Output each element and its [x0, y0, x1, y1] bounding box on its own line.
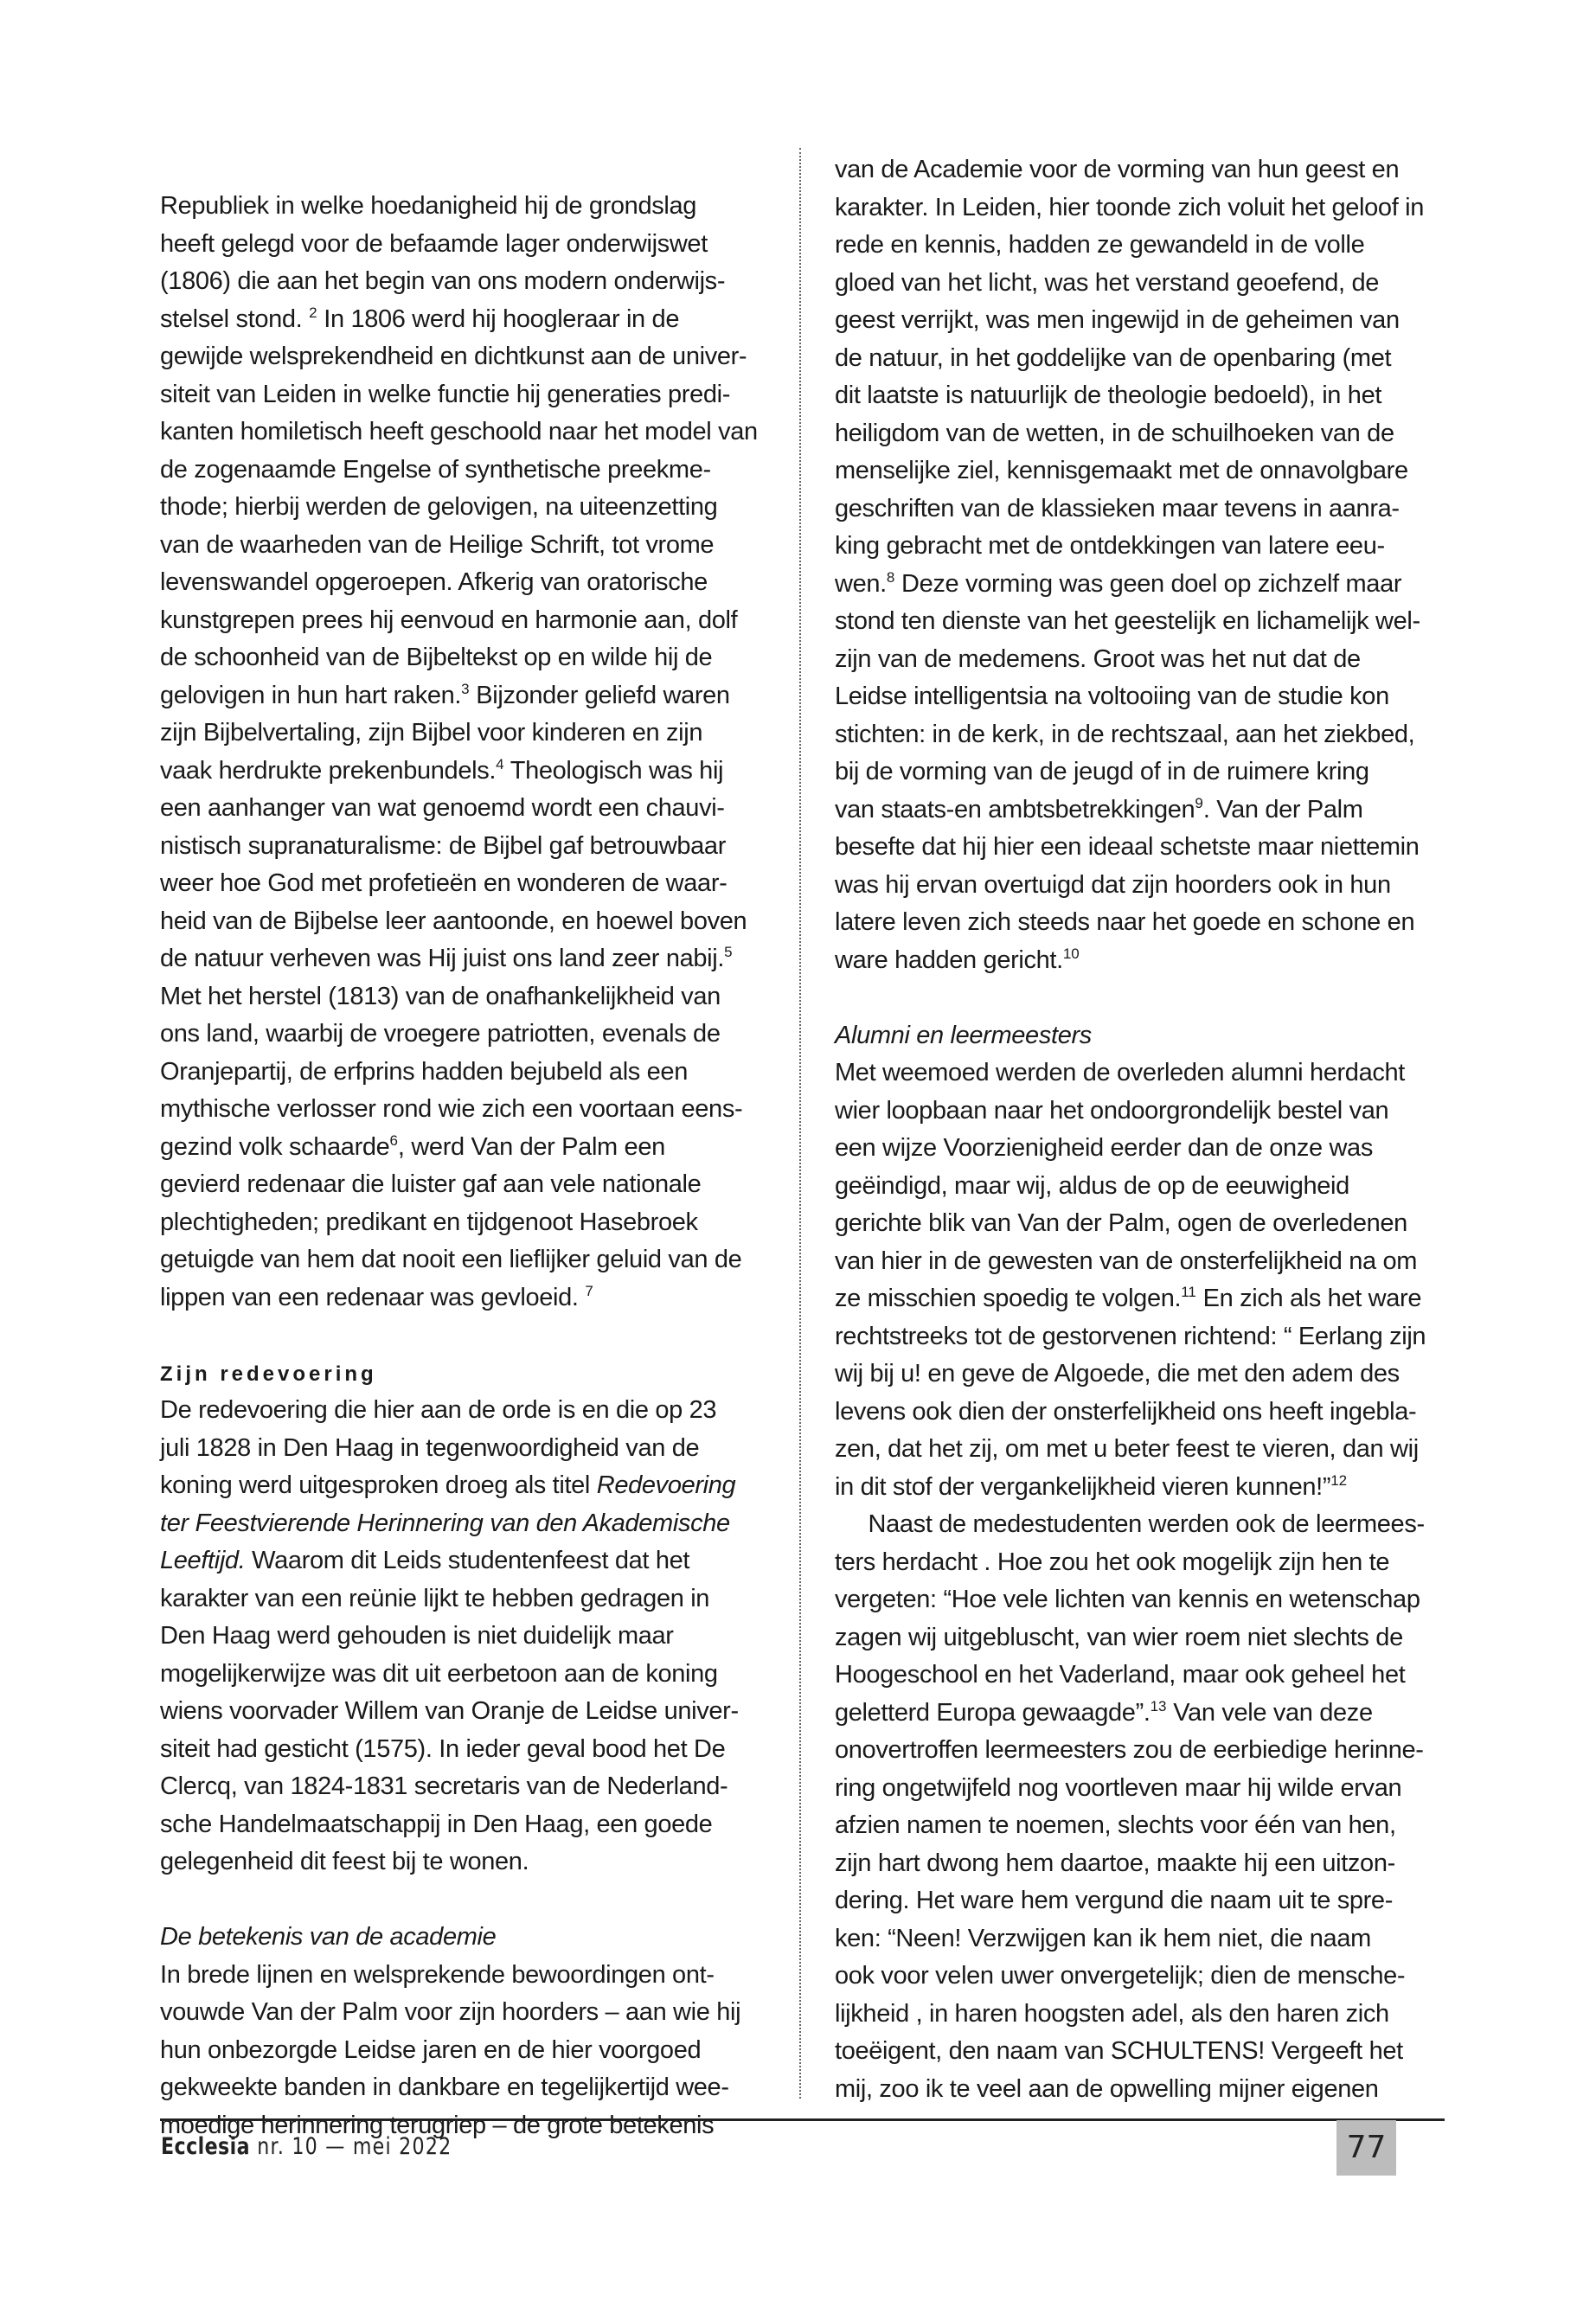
text-line: [835, 1882, 1458, 1920]
text-line: [835, 716, 1458, 754]
text-run: vergeten: “Hoe vele lichten van kennis en wetenschap: [835, 1586, 1420, 1613]
journal-name: Ecclesia: [161, 2133, 250, 2160]
text-line: [160, 1843, 783, 1881]
text-run: Waarom dit Leids studentenfeest dat het: [245, 1547, 690, 1574]
text-run: zagen wij uitgebluscht, van wier roem niet slechts de: [835, 1623, 1403, 1651]
text-run: vaak herdrukte prekenbundels.: [160, 756, 497, 785]
text-line: [835, 452, 1458, 490]
text-run: Naast de medestudenten werden ook de leermees-: [835, 1510, 1425, 1538]
text-line: [160, 753, 783, 791]
text-line: [835, 490, 1458, 529]
text-line: [160, 715, 783, 753]
text-run: stond ten dienste van het geestelijk en lichamelijk wel-: [835, 607, 1420, 635]
text-line: [835, 1770, 1458, 1808]
section-heading: Zijn redevoering: [160, 1362, 377, 1386]
footnote-ref: 4: [496, 755, 504, 772]
page-number: 77: [1336, 2120, 1396, 2176]
text-line: [835, 792, 1458, 830]
text-line: [160, 1430, 783, 1468]
text-run: ze misschien spoedig te volgen.: [835, 1285, 1182, 1312]
text-line: [835, 566, 1458, 604]
text-line: [160, 1806, 783, 1844]
text-run: afzien namen te noemen, slechts voor één van hen,: [835, 1811, 1396, 1839]
text-run: ters herdacht . Hoe zou het ook mogelijk zijn hen te: [835, 1548, 1390, 1576]
text-line: [835, 2071, 1458, 2109]
text-line: [160, 489, 783, 527]
text-line: [160, 903, 783, 941]
text-run: besefte dat hij hier een ideaal schetste maar niettemin: [835, 833, 1420, 861]
text-run: Leidse intelligentsia na voltooiing van de studie kon: [835, 683, 1389, 710]
text-run: een wijze Voorzienigheid eerder dan de onze was: [835, 1134, 1373, 1162]
text-run: van de waarheden van de Heilige Schrift, tot vrome: [160, 530, 715, 559]
text-line: [835, 340, 1458, 378]
text-line: [160, 1355, 783, 1393]
italic-text: Alumni en leermeesters: [835, 1021, 1092, 1049]
text-run: nistisch supranaturalisme: de Bijbel gaf betrouwbaar: [160, 831, 726, 860]
text-run: de natuur verheven was Hij juist ons land zeer nabij.: [160, 945, 725, 972]
text-run: Deze vorming was geen doel op zichzelf maar: [894, 569, 1402, 598]
text-line: [160, 226, 783, 264]
text-line: [160, 639, 783, 677]
footnote-ref: 13: [1150, 1697, 1167, 1715]
text-line: [835, 942, 1458, 980]
text-run: de schoonheid van de Bijbeltekst op en wilde hij de: [160, 644, 713, 671]
text-line: [160, 413, 783, 452]
text-line: [160, 301, 783, 339]
text-run: Van vele van deze: [1166, 1698, 1373, 1727]
text-run: lijkheid , in haren hoogsten adel, als den haren zich: [835, 1999, 1389, 2028]
text-run: sche Handelmaatschappij in Den Haag, een goede: [160, 1810, 713, 1838]
text-line: [835, 1807, 1458, 1845]
blank-line: [835, 979, 1458, 1017]
text-run: juli 1828 in Den Haag in tegenwoordigheid van de: [160, 1433, 700, 1462]
text-line: [160, 564, 783, 602]
text-run: Bijzonder geliefd waren: [469, 681, 730, 709]
text-run: mogelijkerwijze was dit uit eerbetoon aan de koning: [160, 1659, 718, 1688]
text-line: [835, 1356, 1458, 1394]
issue-info: nr. 10 — mei 2022: [257, 2133, 452, 2160]
text-run: Clercq, van 1824-1831 secretaris van de Nederland-: [160, 1772, 728, 1800]
text-line: [835, 151, 1458, 189]
text-line: [160, 1467, 783, 1505]
text-run: kanten homiletisch heeft geschoold naar het model van: [160, 418, 758, 445]
text-line: [160, 376, 783, 414]
text-run: Den Haag werd gehouden is niet duidelijk maar: [160, 1622, 674, 1650]
text-line: [160, 1656, 783, 1694]
text-run: van hier in de gewesten van de onsterfelijkheid na om: [835, 1247, 1418, 1275]
text-line: [835, 1506, 1458, 1544]
footnote-ref: 3: [461, 680, 470, 697]
text-line: [835, 1431, 1458, 1469]
text-run: toeëigent, den naam van SCHULTENS! Vergeeft het: [835, 2037, 1403, 2065]
text-line: [160, 263, 783, 301]
text-line: [160, 1204, 783, 1242]
column-separator: [799, 148, 801, 2099]
text-run: ware hadden gericht.: [835, 945, 1063, 974]
text-run: levens ook dien der onsterfelijkheid ons heeft ingebla-: [835, 1397, 1417, 1426]
text-line: [160, 1693, 783, 1731]
footnote-ref: 8: [886, 568, 895, 586]
text-line: [160, 1241, 783, 1279]
text-line: [160, 978, 783, 1016]
text-line: [835, 189, 1458, 228]
text-line: [835, 1845, 1458, 1883]
text-run: In brede lijnen en welsprekende bewoordingen ont-: [160, 1960, 715, 1989]
text-line: [160, 188, 783, 226]
text-run: heiligdom van de wetten, in de schuilhoeken van de: [835, 419, 1394, 447]
text-line: [160, 1994, 783, 2032]
text-run: weer hoe God met profetieën en wonderen de waar-: [160, 869, 727, 897]
text-line: [160, 1054, 783, 1092]
footnote-ref: 11: [1181, 1284, 1196, 1300]
text-line: [835, 1996, 1458, 2034]
text-line: [835, 1394, 1458, 1432]
text-run: onovertroffen leermeesters zou de eerbiedige herinne-: [835, 1736, 1424, 1764]
text-run: geest verrijkt, was men ingewijd in de geheimen van: [835, 306, 1400, 334]
text-run: siteit van Leiden in welke functie hij generaties predi-: [160, 380, 731, 408]
text-line: [160, 527, 783, 565]
text-line: [835, 1619, 1458, 1657]
text-line: [160, 865, 783, 903]
text-line: [835, 1093, 1458, 1131]
text-run: king gebracht met de ontdekkingen van latere eeu-: [835, 532, 1385, 560]
text-line: [160, 677, 783, 715]
text-run: zijn van de medemens. Groot was het nut dat de: [835, 644, 1361, 673]
text-line: [835, 265, 1458, 303]
text-line: [160, 2032, 783, 2070]
text-run: de zogenaamde Engelse of synthetische preekme-: [160, 455, 711, 484]
text-run: Theologisch was hij: [503, 756, 724, 785]
text-line: [835, 2033, 1458, 2071]
text-run: rechtstreeks tot de gestorvenen richtend: “ Eerlang zijn: [835, 1322, 1426, 1350]
text-run: wiens voorvader Willem van Oranje de Leidse univer-: [160, 1697, 739, 1725]
text-run: gekweekte banden in dankbare en tegelijkertijd wee-: [160, 2073, 729, 2101]
text-run: in dit stof der vergankelijkheid vieren kunnen!”: [835, 1472, 1331, 1501]
text-line: [835, 1318, 1458, 1356]
text-run: kunstgrepen prees hij eenvoud en harmonie aan, dolf: [160, 606, 738, 634]
text-run: een aanhanger van wat genoemd wordt een chauvi-: [160, 794, 725, 822]
text-line: [835, 603, 1458, 641]
footer-publication: [161, 2130, 452, 2164]
text-line: [835, 227, 1458, 265]
text-line: [160, 1279, 783, 1317]
text-line: [160, 2069, 783, 2107]
text-run: gewijde welsprekendheid en dichtkunst aan de univer-: [160, 343, 747, 370]
text-line: [835, 1657, 1458, 1695]
text-line: [835, 829, 1458, 867]
text-run: In 1806 werd hij hoogleraar in de: [317, 304, 680, 333]
text-run: zijn hart dwong hem daartoe, maakte hij een uitzon-: [835, 1849, 1395, 1877]
italic-text: Leeftijd.: [160, 1547, 246, 1574]
footnote-ref: 5: [724, 944, 733, 960]
text-run: levenswandel opgeroepen. Afkerig van oratorische: [160, 568, 708, 596]
text-line: [160, 1618, 783, 1656]
italic-text: Redevoering: [596, 1471, 736, 1499]
text-line: [160, 790, 783, 828]
text-run: plechtigheden; predikant en tijdgenoot Hasebroek: [160, 1208, 698, 1236]
text-line: [160, 1919, 783, 1957]
text-run: wier loopbaan naar het ondoorgrondelijk bestel van: [835, 1096, 1389, 1125]
italic-text: ter Feestvierende Herinnering van den Akademische: [160, 1509, 730, 1537]
text-run: vouwde Van der Palm voor zijn hoorders – aan wie hij: [160, 1998, 741, 2026]
text-line: [835, 528, 1458, 566]
text-run: koning werd uitgesproken droeg als titel: [160, 1471, 597, 1499]
text-run: heid van de Bijbelse leer aantoonde, en hoewel boven: [160, 907, 747, 935]
text-line: [160, 1505, 783, 1543]
text-run: lippen van een redenaar was gevloeid.: [160, 1283, 586, 1311]
text-line: [835, 1205, 1458, 1243]
text-run: karakter van een reünie lijkt te hebben gedragen in: [160, 1584, 710, 1612]
text-run: ring ongetwijfeld nog voortleven maar hij wilde ervan: [835, 1773, 1402, 1802]
footnote-ref: 9: [1195, 794, 1203, 811]
text-run: Oranjepartij, de erfprins hadden bejubeld als een: [160, 1057, 688, 1086]
text-run: mythische verlosser rond wie zich een voortaan eens-: [160, 1095, 743, 1123]
footnote-ref: 10: [1062, 945, 1080, 962]
text-run: gezind volk schaarde: [160, 1132, 390, 1161]
text-line: [835, 1958, 1458, 1996]
text-run: wen.: [835, 569, 887, 598]
text-run: bij de vorming van de jeugd of in de ruimere kring: [835, 758, 1369, 785]
text-line: [835, 1243, 1458, 1281]
text-line: [160, 1542, 783, 1580]
text-run: Republiek in welke hoedanigheid hij de grondslag: [160, 192, 697, 220]
blank-line: [160, 1881, 783, 1920]
text-line: [835, 1695, 1458, 1733]
text-run: was hij ervan overtuigd dat zijn hoorders ook in hun: [835, 870, 1391, 899]
footnote-ref: 7: [585, 1282, 593, 1299]
footer-rule: [160, 2118, 1445, 2121]
text-run: geletterd Europa gewaagde”.: [835, 1698, 1151, 1727]
text-run: heeft gelegd voor de befaamde lager onderwijswet: [160, 229, 708, 258]
text-line: [160, 1166, 783, 1204]
text-run: karakter. In Leiden, hier toonde zich voluit het geloof in: [835, 193, 1424, 221]
text-run: thode; hierbij werden de gelovigen, na uiteenzetting: [160, 493, 718, 521]
text-run: siteit had gesticht (1575). In ieder geval bood het De: [160, 1734, 726, 1763]
text-line: [835, 1920, 1458, 1958]
text-line: [835, 641, 1458, 679]
text-line: [160, 1731, 783, 1769]
text-line: [160, 940, 783, 978]
text-line: [160, 1091, 783, 1129]
text-run: zen, dat het zij, om met u beter feest te vieren, dan wij: [835, 1435, 1419, 1463]
text-line: [835, 1280, 1458, 1318]
text-run: dering. Het ware hem vergund die naam uit te spre-: [835, 1887, 1394, 1914]
text-run: van staats-en ambtsbetrekkingen: [835, 795, 1195, 824]
text-run: gevierd redenaar die luister gaf aan vele nationale: [160, 1170, 702, 1198]
text-run: gerichte blik van Van der Palm, ogen de overledenen: [835, 1209, 1407, 1237]
text-line: [835, 377, 1458, 415]
text-run: gloed van het licht, was het verstand geoefend, de: [835, 268, 1379, 297]
text-line: [160, 1129, 783, 1167]
text-run: Met het herstel (1813) van de onafhankelijkheid van: [160, 982, 721, 1010]
text-line: [835, 1581, 1458, 1619]
text-run: ons land, waarbij de vroegere patriotten, evenals de: [160, 1020, 721, 1048]
text-run: Met weemoed werden de overleden alumni herdacht: [835, 1059, 1406, 1086]
text-line: [160, 1768, 783, 1806]
text-run: , werd Van der Palm een: [397, 1132, 665, 1161]
text-run: gelegenheid dit feest bij te wonen.: [160, 1848, 529, 1875]
text-run: En zich als het ware: [1195, 1285, 1422, 1312]
text-run: ken: “Neen! Verzwijgen kan ik hem niet, die naam: [835, 1924, 1371, 1952]
text-run: Hoogeschool en het Vaderland, maar ook geheel het: [835, 1661, 1406, 1689]
text-line: [160, 1957, 783, 1995]
text-run: rede en kennis, hadden ze gewandeld in de volle: [835, 231, 1365, 259]
text-line: [835, 1054, 1458, 1093]
text-line: [835, 904, 1458, 942]
text-line: [835, 1544, 1458, 1582]
text-line: [835, 1168, 1458, 1206]
text-line: [160, 452, 783, 490]
text-run: gelovigen in hun hart raken.: [160, 681, 462, 709]
text-line: [835, 678, 1458, 716]
text-run: menselijke ziel, kennisgemaakt met de onnavolgbare: [835, 457, 1408, 484]
right-column: [835, 151, 1458, 2108]
footnote-ref: 12: [1330, 1471, 1348, 1489]
text-run: dit laatste is natuurlijk de theologie bedoeld), in het: [835, 381, 1382, 409]
text-run: zijn Bijbelvertaling, zijn Bijbel voor kinderen en zijn: [160, 719, 703, 747]
text-line: [160, 1016, 783, 1054]
text-line: [160, 1392, 783, 1430]
text-run: mij, zoo ik te veel aan de opwelling mijner eigenen: [835, 2074, 1379, 2103]
text-line: [160, 828, 783, 866]
text-line: [835, 1017, 1458, 1055]
text-line: [835, 1732, 1458, 1770]
text-run: De redevoering die hier aan de orde is en die op 23: [160, 1396, 717, 1424]
text-run: . Van der Palm: [1202, 795, 1363, 824]
text-line: [835, 415, 1458, 453]
text-run: moedige herinnering terugriep – de grote betekenis: [160, 2111, 715, 2139]
text-run: latere leven zich steeds naar het goede en schone en: [835, 908, 1415, 936]
text-line: [160, 602, 783, 640]
text-run: ook voor velen uwer onvergetelijk; dien de mensche-: [835, 1962, 1406, 1990]
text-run: geëindigd, maar wij, aldus de op de eeuwigheid: [835, 1171, 1349, 1200]
footnote-ref: 6: [389, 1131, 398, 1149]
text-line: [835, 302, 1458, 340]
text-run: geschriften van de klassieken maar tevens in aanra-: [835, 494, 1400, 522]
footnote-ref: 2: [309, 304, 317, 321]
italic-text: De betekenis van de academie: [160, 1923, 497, 1951]
text-run: (1806) die aan het begin van ons modern onderwijs-: [160, 267, 726, 295]
text-line: [835, 867, 1458, 905]
text-run: getuigde van hem dat nooit een lieflijker geluid van de: [160, 1246, 742, 1273]
text-line: [160, 338, 783, 376]
text-run: wij bij u! en geve de Algoede, die met den adem des: [835, 1360, 1400, 1388]
text-run: de natuur, in het goddelijke van de openbaring (met: [835, 343, 1392, 372]
blank-line: [160, 1317, 783, 1355]
text-line: [835, 753, 1458, 792]
left-column: [160, 188, 783, 2144]
text-run: stelsel stond.: [160, 304, 310, 333]
text-run: van de Academie voor de vorming van hun geest en: [835, 156, 1400, 183]
text-line: [835, 1130, 1458, 1168]
text-line: [835, 1469, 1458, 1507]
text-run: hun onbezorgde Leidse jaren en de hier voorgoed: [160, 2035, 702, 2064]
text-line: [160, 1580, 783, 1618]
text-run: stichten: in de kerk, in de rechtszaal, aan het ziekbed,: [835, 720, 1415, 748]
